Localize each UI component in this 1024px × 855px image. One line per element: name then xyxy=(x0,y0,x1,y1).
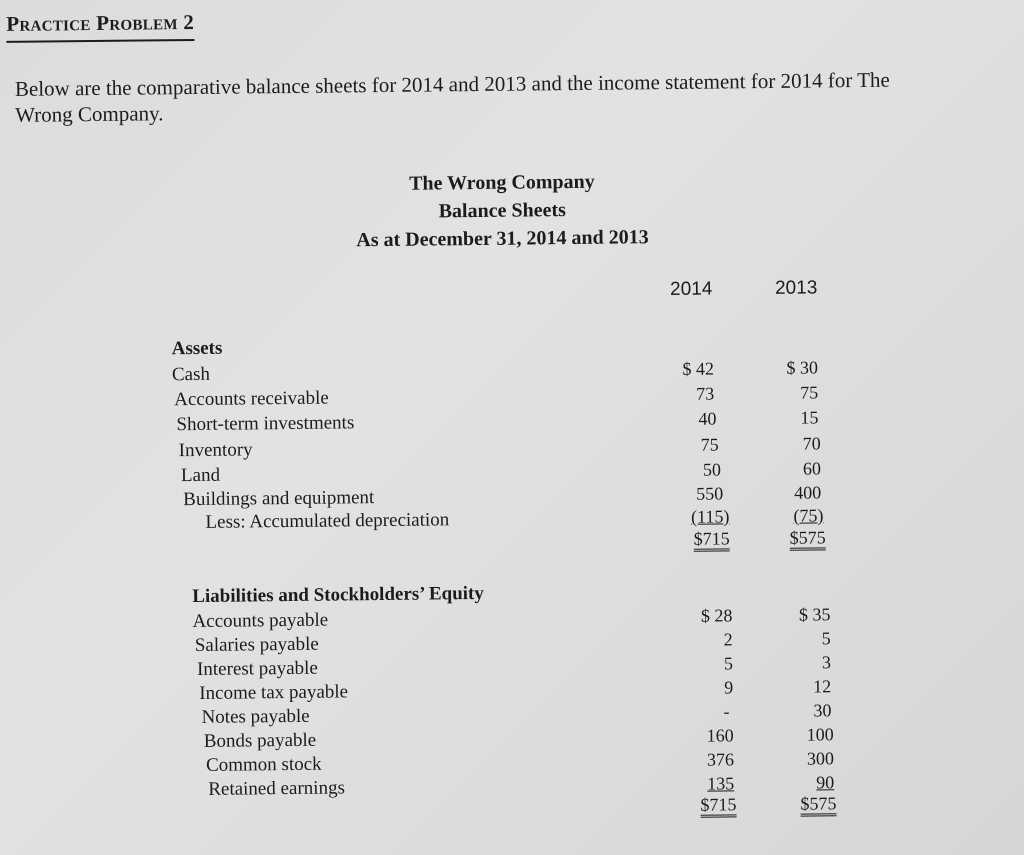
value-2014: $ 42 xyxy=(682,358,715,379)
company-name: The Wrong Company xyxy=(409,170,595,195)
value-2014: 75 xyxy=(700,434,719,455)
row-label: Less: Accumulated depreciation xyxy=(205,509,450,533)
value-2014: 135 xyxy=(707,773,735,794)
row-label: Short-term investments xyxy=(176,412,355,436)
row-label: Accounts receivable xyxy=(174,387,329,411)
value-2013: 75 xyxy=(800,382,819,403)
value-2013: 3 xyxy=(821,652,832,673)
value-2014: - xyxy=(723,701,730,722)
assets-title: Assets xyxy=(171,337,223,360)
total-2013: $575 xyxy=(790,528,826,550)
value-2014: (115) xyxy=(691,506,730,527)
value-2013: 70 xyxy=(802,433,821,454)
row-label: Cash xyxy=(171,363,211,386)
row-label: Income tax payable xyxy=(199,681,349,704)
value-2013: 300 xyxy=(806,748,835,769)
value-2013: $ 35 xyxy=(798,604,831,625)
liabilities-title: Liabilities and Stockholders’ Equity xyxy=(192,582,484,608)
liabilities-section xyxy=(192,579,837,826)
problem-heading: Practice Problem 2 xyxy=(6,10,194,43)
row-label: Buildings and equipment xyxy=(183,487,375,511)
intro-paragraph: Below are the comparative balance sheets for 2014 and 2013 and the income statement for 2014 for The Wrong Company. xyxy=(14,67,890,127)
value-2013: 90 xyxy=(816,772,835,793)
value-2013: (75) xyxy=(793,505,824,526)
row-label: Notes payable xyxy=(201,705,310,728)
row-label: Inventory xyxy=(178,439,253,462)
value-2013: 12 xyxy=(813,676,832,697)
row-label: Common stock xyxy=(205,753,322,776)
column-header-2014: 2014 xyxy=(669,278,713,300)
value-2014: 550 xyxy=(696,483,724,504)
assets-section xyxy=(172,331,834,568)
value-2014: 9 xyxy=(724,677,734,698)
value-2014: 2 xyxy=(723,629,733,650)
value-2014: 50 xyxy=(702,459,722,480)
value-2014: 73 xyxy=(696,383,715,404)
total-row xyxy=(208,793,837,825)
value-2014: 376 xyxy=(706,749,735,770)
value-2014: 160 xyxy=(706,725,734,746)
total-2014: $715 xyxy=(694,529,730,551)
value-2013: 5 xyxy=(821,628,831,649)
row-label: Bonds payable xyxy=(203,729,317,752)
value-2013: 15 xyxy=(800,407,819,428)
total-2013: $575 xyxy=(800,794,836,816)
value-2013: 400 xyxy=(794,482,822,503)
row-label: Salaries payable xyxy=(194,633,319,656)
row-label: Interest payable xyxy=(196,657,318,680)
value-2013: 100 xyxy=(806,724,834,745)
row-label: Accounts payable xyxy=(192,609,329,633)
value-2014: 40 xyxy=(698,408,717,429)
row-label: Retained earnings xyxy=(208,777,346,800)
row-label: Land xyxy=(180,464,221,487)
value-2013: 60 xyxy=(802,458,822,479)
value-2013: $ 30 xyxy=(786,357,818,378)
statement-date: As at December 31, 2014 and 2013 xyxy=(356,226,649,252)
value-2013: 30 xyxy=(813,700,832,721)
value-2014: $ 28 xyxy=(700,605,733,626)
statement-title: Balance Sheets xyxy=(438,199,566,223)
total-2014: $715 xyxy=(700,795,736,817)
column-header-2013: 2013 xyxy=(774,277,818,299)
value-2014: 5 xyxy=(723,653,734,674)
